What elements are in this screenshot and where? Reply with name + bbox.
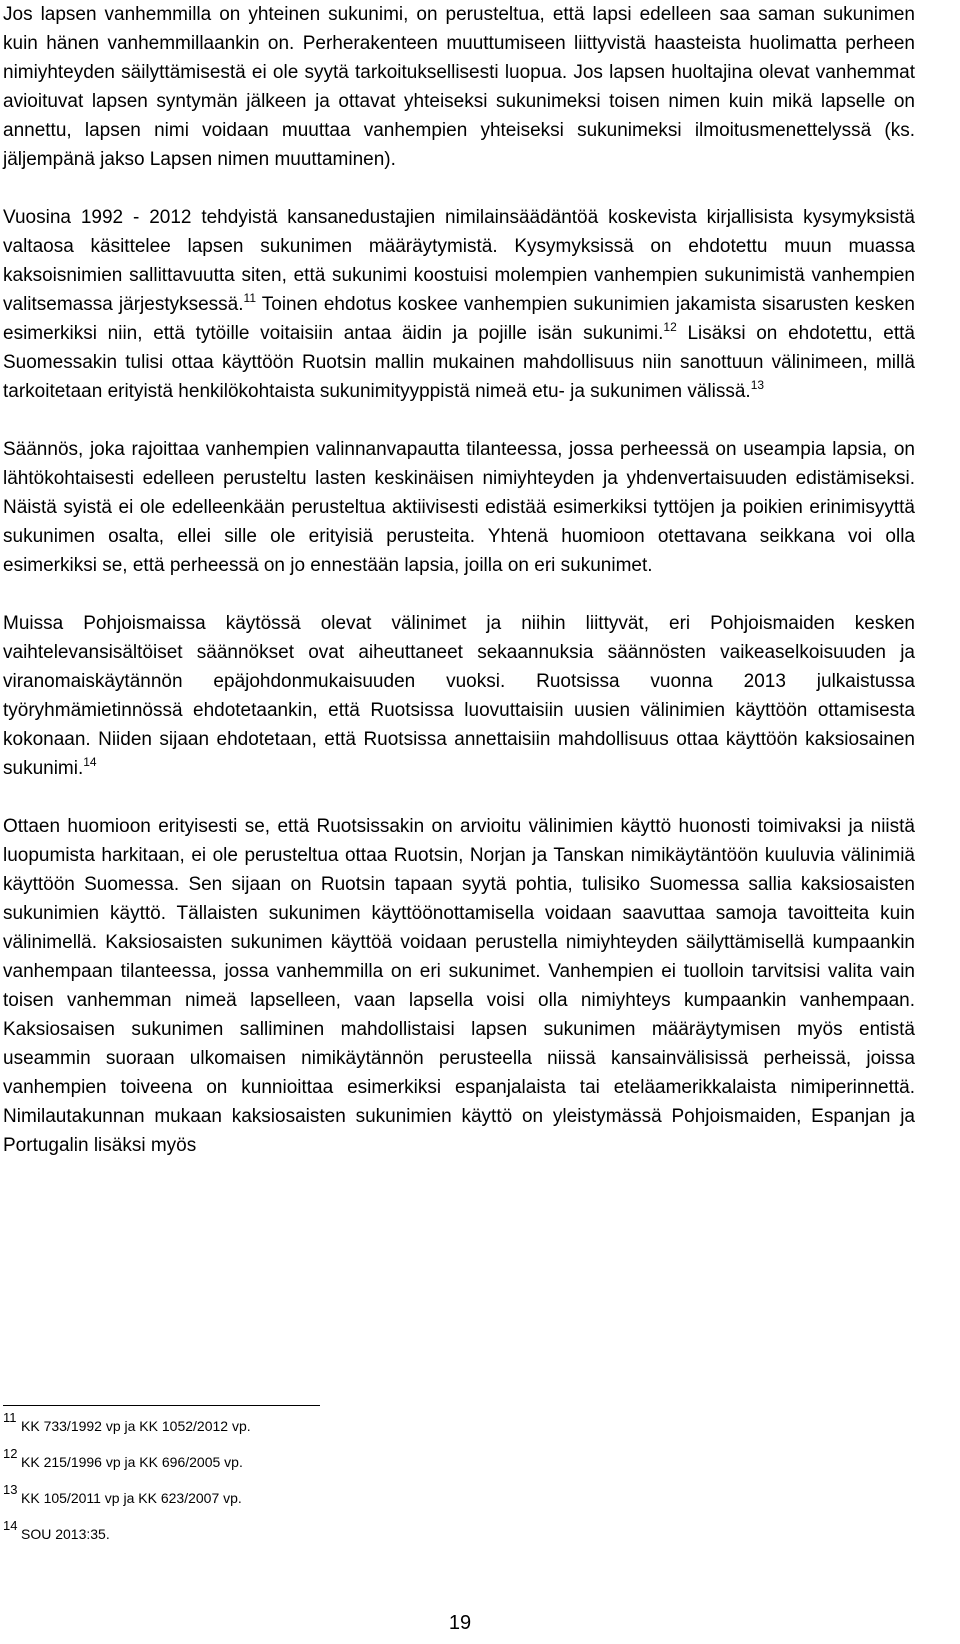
footnotes (3, 1410, 603, 1562)
footnote-number: 11 (3, 1410, 17, 1425)
paragraph-text: Ottaen huomioon erityisesti se, että Ruotsissakin on arvioitu välinimien käyttö huonosti toimivaksi ja niistä luopumista harkitaan, ei ole perusteltua ottaa Ruotsin, Norjan ja Tanskan nimikäytäntöön kuuluvia välinimiä käyttöön Suomessa. Sen sijaan on Ruotsin tapaan syytä pohtia, tulisiko Suomessa sallia kaksiosaisten sukunimien käyttö. Tällaisten sukunimen käyttöönottamisella voidaan saavuttaa samoja tavoitteita kuin välinimellä. Kaksiosaisten sukunimen käyttöä voidaan perustella nimiyhteyden säilyttämisellä kumpaankin vanhempaan tilanteessa, jossa vanhemmilla on eri sukunimet. Vanhempien ei tuolloin tarvitsisi valita vain toisen vanhemman nimeä lapselleen, vaan lapsella voisi olla nimiyhteys kumpaankin vanhempaan. Kaksiosaisen sukunimen salliminen mahdollistaisi lapsen sukunimen määräytymisen myös entistä useammin suoraan ulkomaisen nimikäytännön perusteella niissä kansainvälisissä perheissä, joissa vanhempien toiveena on kunnioittaa esimerkiksi espanjalaista tai eteläamerikkalaista nimiperinnettä. Nimilautakunnan mukaan kaksiosaisten sukunimien käyttö on yleistymässä Pohjoismaiden, Espanjan ja Portugalin lisäksi myös (3, 816, 915, 1156)
paragraph-text: Lisäksi on ehdotettu, että Suomessakin tulisi ottaa käyttöön Ruotsin mallin mukainen mahdollisuus niin sanottuun välinimeen, millä tarkoitetaan erityistä henkilökohtaista sukunimityyppistä nimeä etu- ja sukunimen välissä. (3, 323, 915, 402)
paragraph-text: Säännös, joka rajoittaa vanhempien valinnanvapautta tilanteessa, jossa perheessä on useampia lapsia, on lähtökohtaisesti edelleen perusteltu lasten keskinäisen nimiyhteyden ja yhdenvertaisuuden edistämiseksi. Näistä syistä ei ole edelleenkään perusteltua aktiivisesti edistää esimerkiksi tyttöjen ja poikien erinimisyyttä sukunimen osalta, ellei sille ole erityisiä perusteita. Yhtenä huomioon otettavana seikkana voi olla esimerkiksi se, että perheessä on jo ennestään lapsia, joilla on eri sukunimet. (3, 439, 915, 576)
footnote-text: SOU 2013:35. (21, 1526, 110, 1542)
footnote (3, 1446, 603, 1490)
footnote-separator (3, 1405, 320, 1406)
footnote-number: 14 (3, 1518, 18, 1533)
page-number: 19 (448, 1612, 472, 1634)
paragraph (3, 435, 915, 580)
paragraph (3, 609, 915, 783)
paragraph-text: Toinen ehdotus koskee vanhempien sukunimien jakamista sisarusten kesken esimerkiksi niin, että tytöille voitaisiin antaa äidin ja pojille isän sukunimi. (3, 294, 915, 344)
paragraph (3, 812, 915, 1160)
footnote-text: KK 733/1992 vp ja KK 1052/2012 vp. (21, 1418, 251, 1434)
footnote-text: KK 105/2011 vp ja KK 623/2007 vp. (21, 1490, 242, 1506)
footnote-reference: 12 (663, 319, 677, 334)
footnote-reference: 14 (83, 754, 97, 769)
paragraph-text: Jos lapsen vanhemmilla on yhteinen sukunimi, on perusteltua, että lapsi edelleen saa saman sukunimen kuin hänen vanhemmillaankin on. Perherakenteen muuttumiseen liittyvistä haasteista huolimatta perheen nimiyhteyden säilyttämisestä ei ole syytä tarkoituksellisesti luopua. Jos lapsen huoltajina olevat vanhemmat avioituvat lapsen syntymän jälkeen ja ottavat yhteiseksi sukunimeksi toisen nimen kuin mikä lapselle on annettu, lapsen nimi voidaan muuttaa vanhempien yhteiseksi sukunimeksi ilmoitusmenettelyssä (ks. jäljempänä jakso Lapsen nimen muuttaminen). (3, 4, 915, 170)
footnote (3, 1482, 603, 1526)
footnote-reference: 11 (243, 290, 256, 305)
footnote (3, 1410, 603, 1454)
footnote-reference: 13 (750, 377, 765, 392)
paragraph-text: Muissa Pohjoismaissa käytössä olevat välinimet ja niihin liittyvät, eri Pohjoismaiden kesken vaihtelevansisältöiset säännökset ovat aiheuttaneet sekaannuksia säännösten vaikeaselkoisuuden ja viranomaiskäytännön epäjohdonmukaisuuden vuoksi. Ruotsissa vuonna 2013 julkaistussa työryhmämietinnössä ehdotetaankin, että Ruotsissa luovuttaisiin uusien välinimien käyttöön ottamisesta kokonaan. Niiden sijaan ehdotetaan, että Ruotsissa annettaisiin mahdollisuus ottaa käyttöön kaksiosainen sukunimi. (3, 613, 915, 779)
paragraph (3, 203, 915, 406)
body-text (3, 0, 915, 1189)
footnote-number: 13 (3, 1482, 18, 1497)
paragraph (3, 0, 915, 174)
footnote (3, 1518, 603, 1562)
footnote-number: 12 (3, 1446, 18, 1461)
paragraph-text: Vuosina 1992 - 2012 tehdyistä kansanedustajien nimilainsäädäntöä koskevista kirjallisista kysymyksistä valtaosa käsittelee lapsen sukunimen määräytymistä. Kysymyksissä on ehdotettu muun muassa kaksoisnimien sallittavuutta siten, että sukunimi koostuisi molempien vanhempien sukunimistä vanhempien valitsemassa järjestyksessä. (3, 207, 915, 315)
footnote-text: KK 215/1996 vp ja KK 696/2005 vp. (21, 1454, 243, 1470)
